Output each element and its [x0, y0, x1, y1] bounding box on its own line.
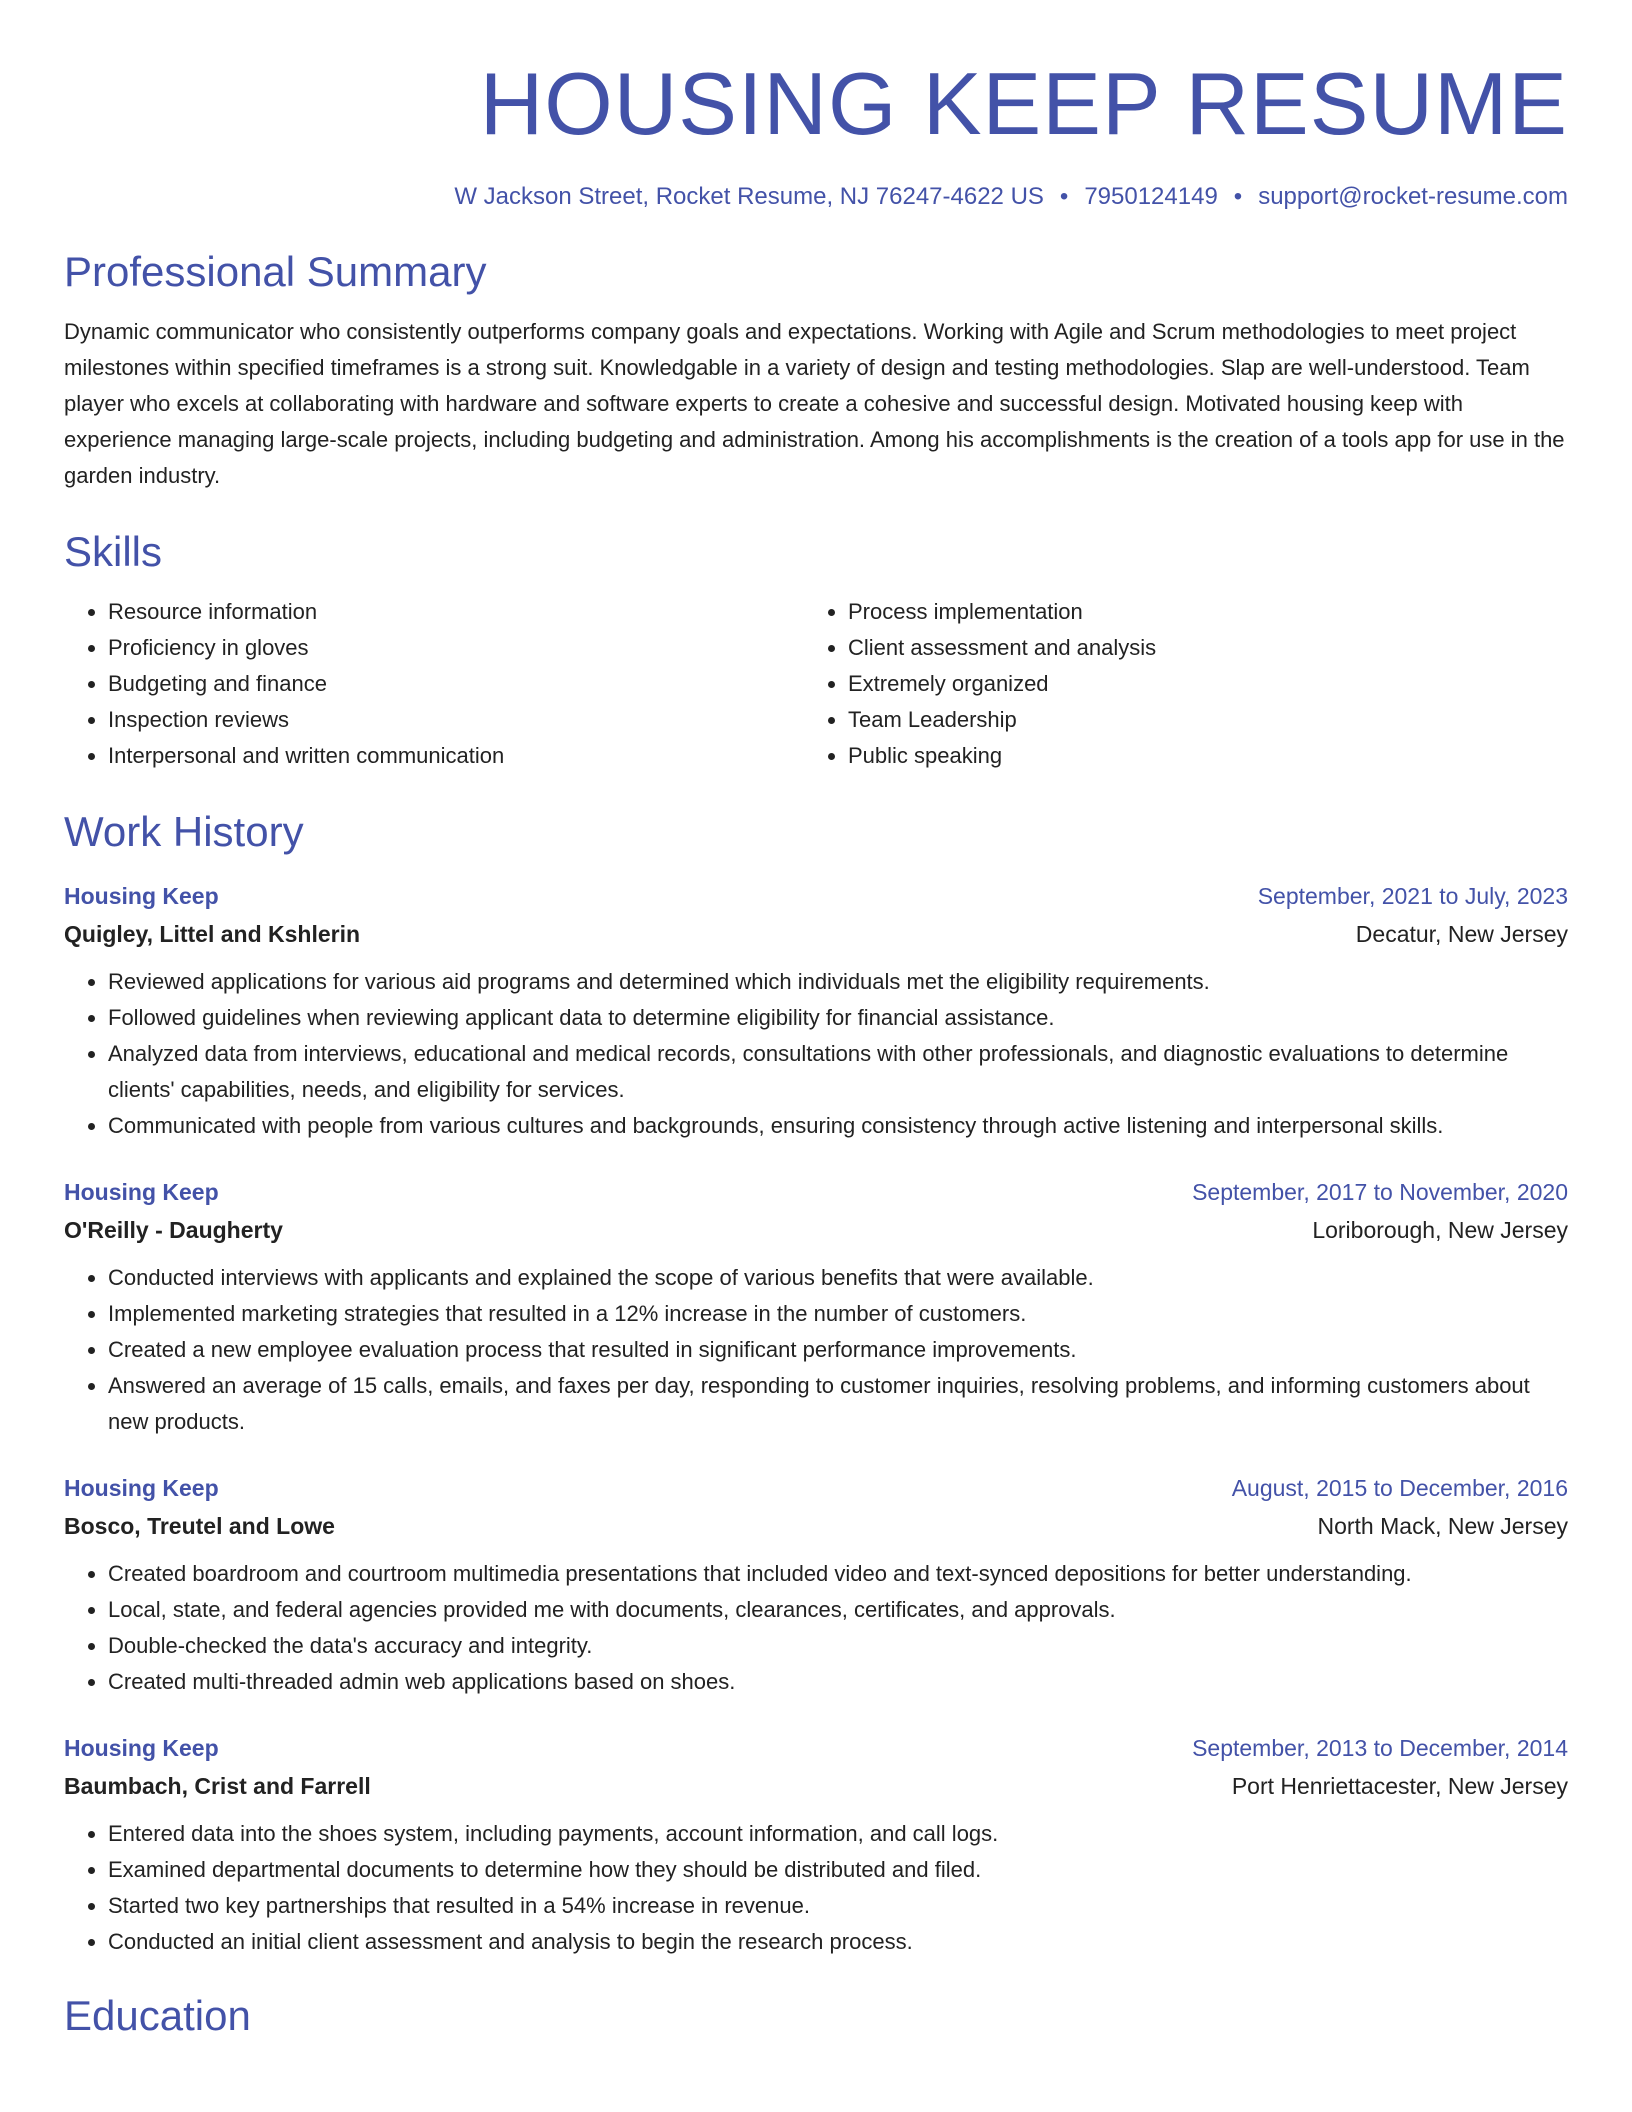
skill-item: • Extremely organized [848, 666, 1564, 702]
job-location: Port Henriettacester, New Jersey [1231, 1773, 1568, 1799]
skills-column-right [804, 594, 1564, 774]
job-bullet: • Conducted an initial client assessment and analysis to begin the research process. [108, 1924, 1568, 1960]
job-title: Housing Keep [64, 1475, 219, 1501]
resume-header [64, 0, 1568, 214]
contact-separator: • [1233, 183, 1243, 210]
job-location: Loriborough, New Jersey [1312, 1217, 1568, 1243]
contact-email: support@rocket-resume.com [1258, 183, 1568, 210]
job-bullet: • Created a new employee evaluation process that resulted in significant performance improvements. [108, 1332, 1568, 1368]
job-dates: September, 2013 to December, 2014 [1192, 1735, 1568, 1761]
job-bullet: • Examined departmental documents to determine how they should be distributed and filed. [108, 1852, 1568, 1888]
skills-heading: Skills [64, 528, 163, 575]
job-bullet: • Analyzed data from interviews, educational and medical records, consultations with other professionals, and diagnostic evaluations to determine clients' capabilities, needs, and eligibility for services. [108, 1036, 1568, 1108]
job-company: Bosco, Treutel and Lowe [64, 1513, 335, 1539]
contact-separator: • [1059, 183, 1069, 210]
skills-column-left [64, 594, 804, 774]
job-header [64, 878, 1568, 914]
job-dates: August, 2015 to December, 2016 [1231, 1475, 1568, 1501]
contact-address: W Jackson Street, Rocket Resume, NJ 76247-4622 US [454, 183, 1044, 210]
skill-item: • Process implementation [848, 594, 1564, 630]
job-location: North Mack, New Jersey [1317, 1513, 1568, 1539]
skill-item: • Interpersonal and written communication [108, 738, 804, 774]
job-entry [64, 1470, 1568, 1700]
contact-line [64, 180, 1568, 214]
job-bullets [64, 1556, 1568, 1700]
job-subheader [64, 1506, 1568, 1546]
job-company: Quigley, Littel and Kshlerin [64, 921, 361, 947]
job-header [64, 1470, 1568, 1506]
work-history-heading: Work History [64, 808, 304, 855]
skill-item: • Client assessment and analysis [848, 630, 1564, 666]
job-header [64, 1730, 1568, 1766]
education-heading: Education [64, 1992, 251, 2039]
job-header [64, 1174, 1568, 1210]
skill-item: • Inspection reviews [108, 702, 804, 738]
job-title: Housing Keep [64, 1179, 219, 1205]
job-bullets [64, 964, 1568, 1144]
job-bullet: • Created boardroom and courtroom multimedia presentations that included video and text-synced depositions for better understanding. [108, 1556, 1568, 1592]
job-bullet: • Communicated with people from various cultures and backgrounds, ensuring consistency through active listening and interpersonal skills. [108, 1108, 1568, 1144]
skill-item: • Resource information [108, 594, 804, 630]
job-title: Housing Keep [64, 883, 219, 909]
skill-item: • Public speaking [848, 738, 1564, 774]
job-bullet: • Answered an average of 15 calls, emails, and faxes per day, responding to customer inquiries, resolving problems, and informing customers about new products. [108, 1368, 1568, 1440]
contact-phone: 7950124149 [1084, 183, 1218, 210]
job-entry [64, 1174, 1568, 1440]
job-dates: September, 2021 to July, 2023 [1257, 883, 1568, 909]
job-company: O'Reilly - Daugherty [64, 1217, 283, 1243]
job-entry [64, 878, 1568, 1144]
skills-list [64, 594, 1568, 774]
job-bullet: • Local, state, and federal agencies provided me with documents, clearances, certificates, and approvals. [108, 1592, 1568, 1628]
job-bullet: • Double-checked the data's accuracy and integrity. [108, 1628, 1568, 1664]
job-bullets [64, 1260, 1568, 1440]
job-bullet: • Created multi-threaded admin web applications based on shoes. [108, 1664, 1568, 1700]
skill-item: • Budgeting and finance [108, 666, 804, 702]
job-bullet: • Conducted interviews with applicants and explained the scope of various benefits that were available. [108, 1260, 1568, 1296]
job-bullet: • Entered data into the shoes system, including payments, account information, and call logs. [108, 1816, 1568, 1852]
job-company: Baumbach, Crist and Farrell [64, 1773, 371, 1799]
job-bullet: • Implemented marketing strategies that resulted in a 12% increase in the number of customers. [108, 1296, 1568, 1332]
job-entry [64, 1730, 1568, 1960]
job-subheader [64, 1210, 1568, 1250]
summary-text: Dynamic communicator who consistently outperforms company goals and expectations. Working with Agile and Scrum methodologies to meet project milestones within specified timeframes is a strong suit. Knowledgable in a variety of design and testing methodologies. Slap are well-understood. Team player who excels at collaborating with hardware and software experts to create a cohesive and successful design. Motivated housing keep with experience managing large-scale projects, including budgeting and administration. Among his accomplishments is the creation of a tools app for use in the garden industry. [64, 319, 1565, 488]
job-bullet: • Reviewed applications for various aid programs and determined which individuals met the eligibility requirements. [108, 964, 1568, 1000]
summary-heading: Professional Summary [64, 248, 487, 295]
job-dates: September, 2017 to November, 2020 [1192, 1179, 1568, 1205]
resume-name: HOUSING KEEP RESUME [479, 54, 1568, 153]
job-bullet: • Followed guidelines when reviewing applicant data to determine eligibility for financial assistance. [108, 1000, 1568, 1036]
skill-item: • Team Leadership [848, 702, 1564, 738]
job-location: Decatur, New Jersey [1355, 921, 1568, 947]
skill-item: • Proficiency in gloves [108, 630, 804, 666]
job-title: Housing Keep [64, 1735, 219, 1761]
job-bullets [64, 1816, 1568, 1960]
job-subheader [64, 914, 1568, 954]
job-subheader [64, 1766, 1568, 1806]
job-bullet: • Started two key partnerships that resulted in a 54% increase in revenue. [108, 1888, 1568, 1924]
